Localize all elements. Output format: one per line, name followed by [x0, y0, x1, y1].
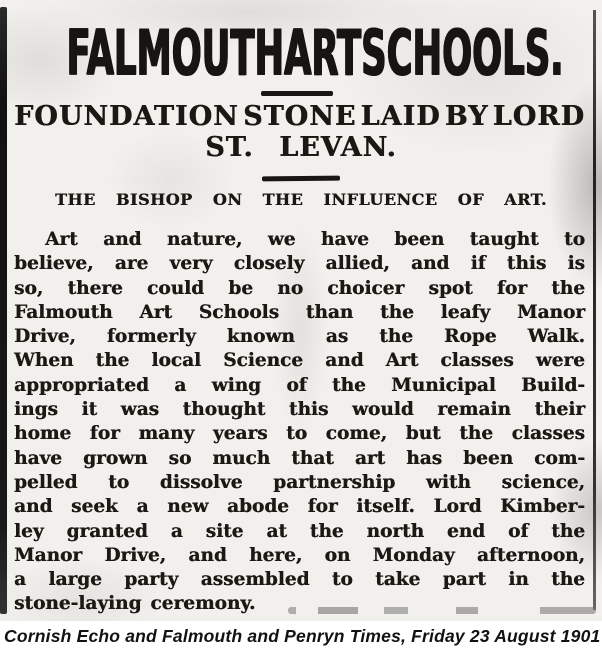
word: there	[67, 277, 123, 299]
word: afternoon,	[476, 544, 585, 566]
word: so	[168, 447, 192, 469]
word: closely	[233, 253, 305, 275]
word: come,	[325, 423, 388, 445]
word: for	[496, 277, 527, 299]
word: Schools	[198, 301, 279, 323]
word: are	[114, 253, 149, 275]
word: assembled	[200, 569, 310, 591]
word: choicer	[327, 277, 405, 299]
word: com-	[534, 447, 585, 469]
body-line	[14, 520, 585, 544]
word: Build-	[521, 374, 585, 396]
word: seek	[71, 496, 118, 518]
word: was	[120, 399, 159, 421]
word: been	[394, 229, 445, 250]
word: FOUNDATION	[14, 101, 239, 132]
word: SCHOOLS.	[360, 16, 564, 89]
word: that	[291, 447, 334, 469]
word: taught	[469, 229, 539, 250]
word: years	[212, 423, 268, 445]
word: the	[309, 520, 344, 542]
word: Drive,	[104, 544, 167, 566]
body-line	[14, 447, 585, 471]
word: known	[226, 326, 295, 348]
word: thought	[182, 399, 266, 421]
word: ON	[212, 190, 243, 209]
word: new	[167, 496, 209, 518]
body-line	[14, 471, 585, 495]
word: to	[564, 229, 585, 250]
word: Monday	[372, 544, 455, 566]
body-line	[14, 374, 585, 398]
word: their	[534, 399, 585, 421]
word: this	[506, 253, 547, 275]
word: Manor	[516, 301, 585, 323]
body-line	[14, 277, 585, 301]
word: the	[332, 374, 366, 396]
word: stone-laying	[14, 593, 142, 615]
word: of	[286, 374, 307, 396]
word: ceremony.	[150, 593, 256, 615]
word: so,	[14, 277, 44, 299]
word: appropriated	[14, 374, 149, 396]
cutoff-next-line-fragment	[288, 607, 596, 614]
word: this	[288, 399, 329, 421]
word: and	[103, 229, 142, 250]
scan-torn-edge-left	[0, 7, 7, 614]
word: partnership	[273, 471, 396, 493]
word: Lord	[433, 496, 482, 518]
word: BISHOP	[115, 190, 193, 209]
word: FALMOUTH	[66, 16, 284, 89]
word: Drive,	[14, 326, 76, 348]
word: Kimber-	[500, 496, 585, 518]
word: ley	[14, 520, 44, 542]
word: has	[406, 447, 443, 469]
word: the	[380, 301, 414, 323]
word: be	[228, 277, 253, 299]
word: allied,	[325, 253, 390, 275]
body-line	[14, 544, 585, 568]
word: abode	[226, 496, 289, 518]
word: to	[331, 569, 353, 591]
word: large	[48, 569, 102, 591]
word: and	[325, 350, 364, 372]
word: local	[151, 350, 202, 372]
word: Art	[139, 301, 172, 323]
word: home	[14, 423, 72, 445]
word: could	[147, 277, 205, 299]
word: the	[551, 520, 585, 542]
article-body	[14, 228, 585, 617]
word: than	[305, 301, 354, 323]
source-caption: Cornish Echo and Falmouth and Penryn Times, Friday 23 August 1901	[4, 626, 601, 646]
word: would	[351, 399, 414, 421]
word: is	[567, 253, 585, 275]
word: STONE	[242, 101, 357, 132]
word: granted	[66, 520, 148, 542]
word: art	[354, 447, 386, 469]
word: leafy	[440, 301, 491, 323]
word: the	[379, 326, 413, 348]
word: as	[325, 326, 349, 348]
word: if	[470, 253, 486, 275]
article-headline	[66, 16, 564, 89]
word: here,	[249, 544, 303, 566]
word: LORD	[492, 101, 585, 132]
word: the	[551, 277, 585, 299]
word: spot	[428, 277, 473, 299]
word: Rope	[444, 326, 497, 348]
word: Falmouth	[14, 301, 113, 323]
word: much	[212, 447, 271, 469]
word: site	[205, 520, 244, 542]
word: have	[320, 229, 369, 250]
headline-divider	[261, 91, 333, 96]
scan-torn-edge-right	[593, 10, 596, 610]
section-heading	[55, 190, 547, 209]
word: been	[463, 447, 514, 469]
word: formerly	[106, 326, 196, 348]
word: THE	[55, 190, 96, 209]
word: a	[14, 569, 26, 591]
word: for	[307, 496, 338, 518]
word: were	[535, 350, 585, 372]
word: ART	[283, 16, 361, 89]
subheadline-divider	[262, 176, 340, 182]
word: no	[277, 277, 304, 299]
word: end	[446, 520, 486, 542]
word: Art	[45, 229, 78, 250]
word: Municipal	[391, 374, 496, 396]
body-line	[14, 568, 585, 592]
word: we	[267, 229, 296, 250]
subheadline-line2: ST. LEVAN.	[205, 132, 397, 163]
word: and	[14, 496, 53, 518]
word: the	[95, 350, 130, 372]
body-line	[14, 325, 585, 349]
word: science,	[501, 471, 585, 493]
body-line	[14, 422, 585, 446]
word: at	[266, 520, 287, 542]
word: a	[136, 496, 149, 518]
word: of	[507, 520, 529, 542]
word: have	[14, 447, 62, 469]
body-line	[14, 228, 585, 252]
word: classes	[440, 350, 514, 372]
word: north	[366, 520, 425, 542]
word: on	[324, 544, 351, 566]
word: LAID	[360, 101, 441, 132]
word: Manor	[14, 544, 83, 566]
word: pelled	[14, 471, 78, 493]
word: the	[459, 423, 493, 445]
word: party	[124, 569, 179, 591]
word: grown	[83, 447, 148, 469]
word: a	[170, 520, 183, 542]
body-line	[14, 252, 585, 276]
word: it	[81, 399, 98, 421]
word: Science	[223, 350, 304, 372]
word: many	[138, 423, 195, 445]
body-line	[14, 495, 585, 519]
word: to	[286, 423, 308, 445]
word: INFLUENCE	[323, 190, 438, 209]
word: BY	[444, 101, 489, 132]
word: OF	[457, 190, 484, 209]
word: a	[174, 374, 187, 396]
word: remain	[437, 399, 511, 421]
body-line	[14, 301, 585, 325]
word: ings	[14, 399, 58, 421]
word: with	[425, 471, 471, 493]
word: When	[14, 350, 74, 372]
word: and	[410, 253, 450, 275]
body-line	[14, 398, 585, 422]
word: THE	[262, 190, 304, 209]
word: take	[375, 569, 421, 591]
word: part	[442, 569, 486, 591]
word: dissolve	[159, 471, 243, 493]
word: but	[405, 423, 441, 445]
word: ART.	[504, 190, 547, 209]
word: Walk.	[527, 326, 585, 348]
word: wing	[211, 374, 261, 396]
word: very	[169, 253, 213, 275]
word: the	[551, 569, 585, 591]
word: for	[89, 423, 120, 445]
word: believe,	[14, 253, 94, 275]
word: and	[188, 544, 227, 566]
word: classes	[511, 423, 585, 445]
word: nature,	[166, 229, 243, 250]
word: Art	[385, 350, 419, 372]
word: itself.	[356, 496, 415, 518]
subheadline-line1	[14, 102, 585, 132]
word: to	[108, 471, 130, 493]
body-line	[14, 349, 585, 373]
word: in	[508, 569, 529, 591]
